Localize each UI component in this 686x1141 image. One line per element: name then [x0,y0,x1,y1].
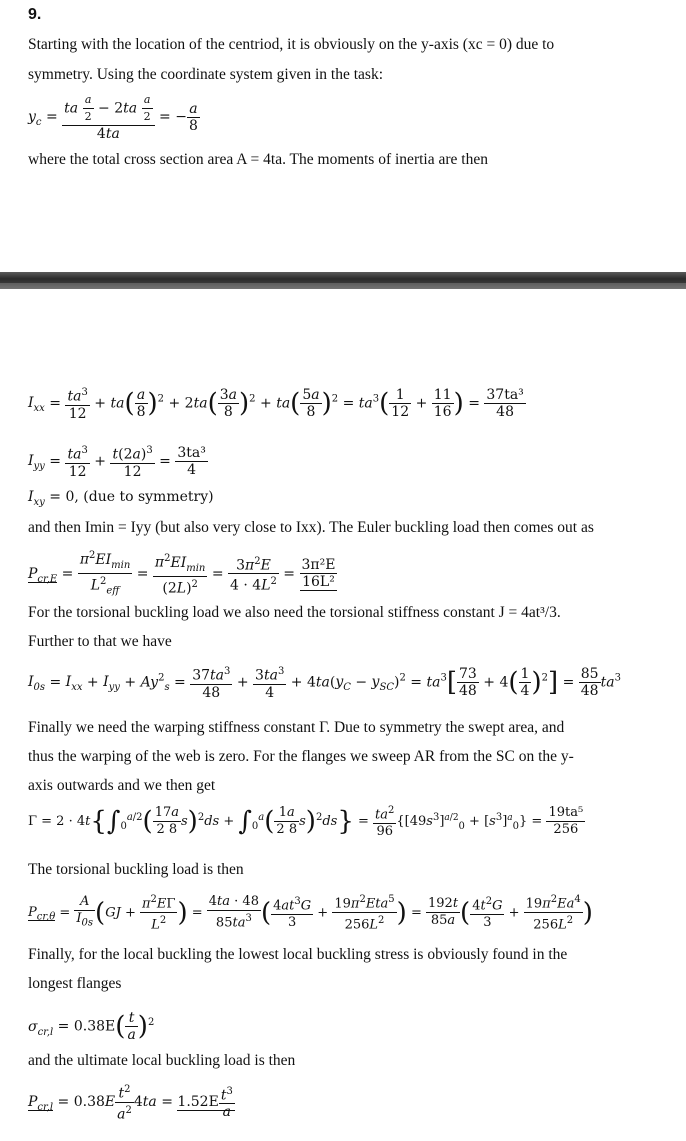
paragraph-torsional-constant: For the torsional buckling load we also need the torsional stiffness constant J = 4at³/3. [28,604,561,621]
equation-yc: $y_c$ = ta $\frac{a}{2}$ − 2ta $\frac{a}{2}$ 4ta = − $\frac{a}{8}$ [28,93,198,142]
equation-ios: $I_{0s} = I_{xx} + I_{yy} + Ay^2_s$ = $\frac{37ta^3}{48}$ + $\frac{3ta^3}{4}$ + $4ta(y_C - y_{SC})^2 = ta^3$[ $\frac{73}{48}$ + 4( $\frac{1}{4}$ )$^2$] = $\frac{85}{48}$ $ta^3$ [28,665,621,701]
paragraph-warping-2: thus the warping of the web is zero. For the flanges we sweep AR from the SC on the y- [28,748,574,765]
pcre-result: 3π²E [301,556,336,573]
iyy-result-den: 4 [187,461,197,478]
paragraph-torsional-load: The torsional buckling load is then [28,861,244,878]
section-number: 9. [28,6,42,23]
equation-pcr-euler: $P_{cr,E}$ = $\frac{\pi^2EI_{min}}{L^2_{eff}}$ = $\frac{\pi^2EI_{min}}{(2L)^2}$ = $\frac{3\pi^2E}{4 \cdot 4L^2}$ = $\frac{\text{3π²E}}{\text{16L²}}$ [28,550,336,597]
gamma-result: 19ta⁵ [548,805,584,821]
equation-pcr-theta: $P_{cr,\theta}$ = $\frac{A}{I_{0s}}$ (GJ + $\frac{\pi^2E\Gamma}{L^2}$ ) = $\frac{4ta \cdot 48}{85ta^3}$ ( $\frac{4at^3G}{3}$ + $\frac{19\pi^2Eta^5}{256L^2}$ ) = $\frac{192t}{85a}$ ( $\frac{4t^2G}{3}$ + $\frac{19\pi^2Ea^4}{256L^2}$ ) [28,894,593,933]
ios-result: 85 [580,665,599,682]
paragraph-intro-line1: Starting with the location of the centriod, it is obviously on the y-axis (xc = 0) due to [28,36,555,53]
ixx-result: 37ta³ [486,386,524,403]
paragraph-local-1: Finally, for the local buckling the lowest local buckling stress is obviously found in the [28,946,568,963]
paragraph-ultimate: and the ultimate local buckling load is then [28,1052,296,1069]
page-break-divider [0,272,686,289]
sigma-coefficient: 0.38E [73,1018,116,1035]
paragraph-warping-3: axis outwards and we then get [28,777,216,794]
paragraph-warping-1: Finally we need the warping stiffness constant Γ. Due to symmetry the swept area, and [28,719,565,736]
paragraph-intro-line2: symmetry. Using the coordinate system given in the task: [28,66,384,83]
paragraph-local-2: longest flanges [28,975,122,992]
equation-sigma: $\sigma_{cr,l} = 0.38E$( $\frac{t}{a}$ )$^2$ [28,1010,155,1043]
equation-pcr-local: $P_{cr,l} = 0.38E$ $\frac{t^2}{a^2}$ 4ta = 1.52E $\frac{t^3}{a}$ [28,1084,233,1123]
gamma-result-den: 256 [553,822,579,838]
ixx-result-den: 48 [496,403,514,420]
equation-ixx: $I_{xx}$ = $\frac{ta^3}{12}$ + ta( $\frac{a}{8}$ )$^2$ + 2ta( $\frac{3a}{8}$ )$^2$ + ta( $\frac{5a}{8}$ )$^2 = ta^3$( $\frac{1}{12}$ + $\frac{11}{16}$ ) = $\frac{\text{37ta³}}{48}$ [28,386,524,422]
paragraph-area: where the total cross section area A = 4ta. The moments of inertia are then [28,151,488,168]
equation-iyy: $I_{yy}$ = $\frac{ta^3}{12}$ + $\frac{t(2a)^3}{12}$ = $\frac{\text{3ta³}}{4}$ [28,444,206,480]
pcrl-coefficient: 1.52E [177,1094,219,1111]
iyy-result: 3ta³ [177,444,206,461]
pcre-result-den: 16L² [300,574,338,591]
ios-result-den: 48 [580,682,599,699]
paragraph-euler: and then Imin = Iyy (but also very close to Ixx). The Euler buckling load then comes out as [28,519,594,536]
equation-gamma: $\Gamma = 2 \cdot 4t\{\int_0^{a/2}$( $\frac{17a}{2 8}$ $s)^2ds + \int_0^a$( $\frac{1a}{2 8}$ s)$^2$ds} = $\frac{ta^2}{96}$ $\{[49s^3]^{a/2}_0 + [s^3]^a_0\}$ = $\frac{\text{19ta⁵}}{256}$ [28,805,584,840]
paragraph-further: Further to that we have [28,633,172,650]
yc-result-denominator: 8 [188,117,198,134]
equation-ixy: $I_{xy} = 0$, (due to symmetry) [28,489,214,508]
